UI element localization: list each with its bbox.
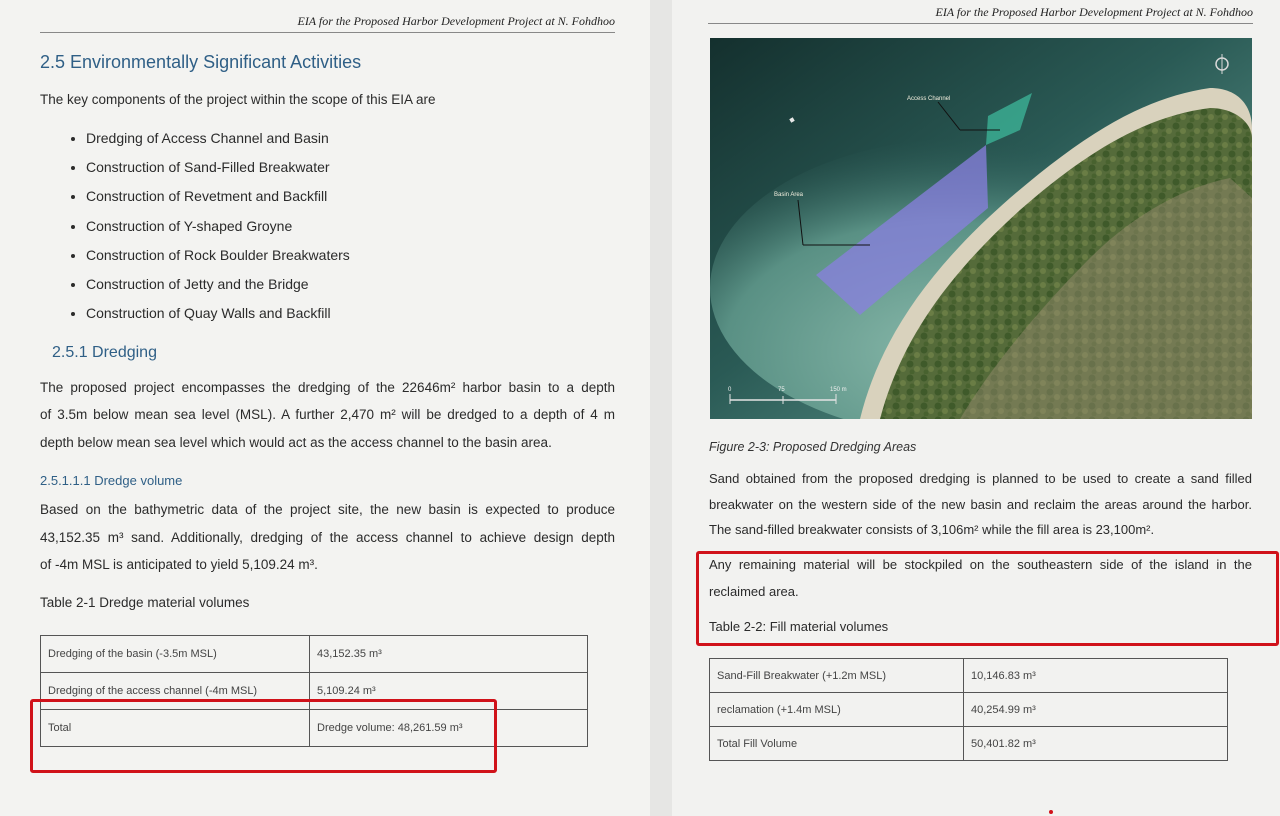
map-label-access-channel: Access Channel (907, 96, 951, 102)
table-row (41, 636, 588, 673)
paragraph-line: of -4m MSL is anticipated to yield 5,109.24 m³. (40, 557, 318, 572)
table-cell: 40,254.99 m³ (964, 693, 1228, 727)
paragraph-line: of 3.5m below mean sea level (MSL). A further 2,470 m² will be dredged to a depth of 4 m (40, 407, 615, 422)
section-title: 2.5 Environmentally Significant Activities (40, 52, 362, 72)
scale-label: 0 (728, 387, 732, 393)
intro-text: The key components of the project within the scope of this EIA are (40, 92, 436, 107)
table-cell: Dredging of the basin (-3.5m MSL) (41, 636, 310, 673)
table-cell: 43,152.35 m³ (310, 636, 588, 673)
highlight-box-total (30, 699, 497, 773)
paragraph-line: Any remaining material will be stockpiled on the southeastern side of the island in the (709, 557, 1252, 572)
paragraph-line: reclaimed area. (709, 584, 799, 599)
paragraph-line: The sand-filled breakwater consists of 3,106m² while the fill area is 23,100m². (709, 522, 1155, 537)
paragraph-line: 43,152.35 m³ sand. Additionally, dredging of the access channel to achieve design depth (40, 530, 615, 545)
list-item: • Construction of Jetty and the Bridge (86, 272, 350, 301)
table-cell: 5,109.24 m³ (310, 673, 588, 710)
table-cell: Total Fill Volume (710, 727, 964, 761)
list-item: • Construction of Quay Walls and Backfill (86, 301, 350, 330)
table-cell: 50,401.82 m³ (964, 727, 1228, 761)
table-cell: Dredge volume: 48,261.59 m³ (310, 710, 588, 747)
table-caption: Table 2-1 Dredge material volumes (40, 595, 250, 610)
red-mark (1049, 810, 1053, 814)
page-header: EIA for the Proposed Harbor Development Project at N. Fohdhoo (708, 5, 1253, 24)
paragraph-line: Sand obtained from the proposed dredging is planned to be used to create a sand filled (709, 471, 1252, 486)
list-item: • Construction of Y-shaped Groyne (86, 214, 350, 243)
list-item: • Construction of Rock Boulder Breakwaters (86, 243, 350, 272)
list-item: • Construction of Revetment and Backfill (86, 184, 350, 213)
paragraph-line: breakwater on the western side of the new basin and reclaim the areas around the harbor. (709, 497, 1252, 512)
highlight-box-remaining (696, 551, 1279, 646)
component-list (64, 126, 350, 330)
list-item: • Construction of Sand-Filled Breakwater (86, 155, 350, 184)
dredging-area-map (710, 38, 1252, 419)
scale-label: 150 m (830, 387, 847, 393)
right-page (672, 0, 1280, 816)
sub-subsection-title: 2.5.1.1.1 Dredge volume (40, 473, 183, 488)
table-cell: Dredging of the access channel (-4m MSL) (41, 673, 310, 710)
fill-volume-table (709, 658, 1228, 761)
subsection-title: 2.5.1 Dredging (52, 344, 157, 361)
page-gap (650, 0, 672, 816)
table-cell: Total (41, 710, 310, 747)
table-caption: Table 2-2: Fill material volumes (709, 619, 889, 634)
table-row (710, 727, 1228, 761)
table-row (710, 693, 1228, 727)
table-cell: reclamation (+1.4m MSL) (710, 693, 964, 727)
table-cell: 10,146.83 m³ (964, 659, 1228, 693)
page-header: EIA for the Proposed Harbor Development Project at N. Fohdhoo (40, 14, 615, 33)
list-item: • Dredging of Access Channel and Basin (86, 126, 350, 155)
table-row (710, 659, 1228, 693)
figure-caption: Figure 2-3: Proposed Dredging Areas (709, 440, 917, 454)
scale-label: 75 (778, 387, 785, 393)
paragraph-line: The proposed project encompasses the dredging of the 22646m² harbor basin to a depth (40, 380, 615, 395)
table-cell: Sand-Fill Breakwater (+1.2m MSL) (710, 659, 964, 693)
paragraph-line: Based on the bathymetric data of the project site, the new basin is expected to produce (40, 502, 615, 517)
paragraph-line: depth below mean sea level which would act as the access channel to the basin area. (40, 435, 552, 450)
map-label-basin-area: Basin Area (774, 192, 804, 198)
